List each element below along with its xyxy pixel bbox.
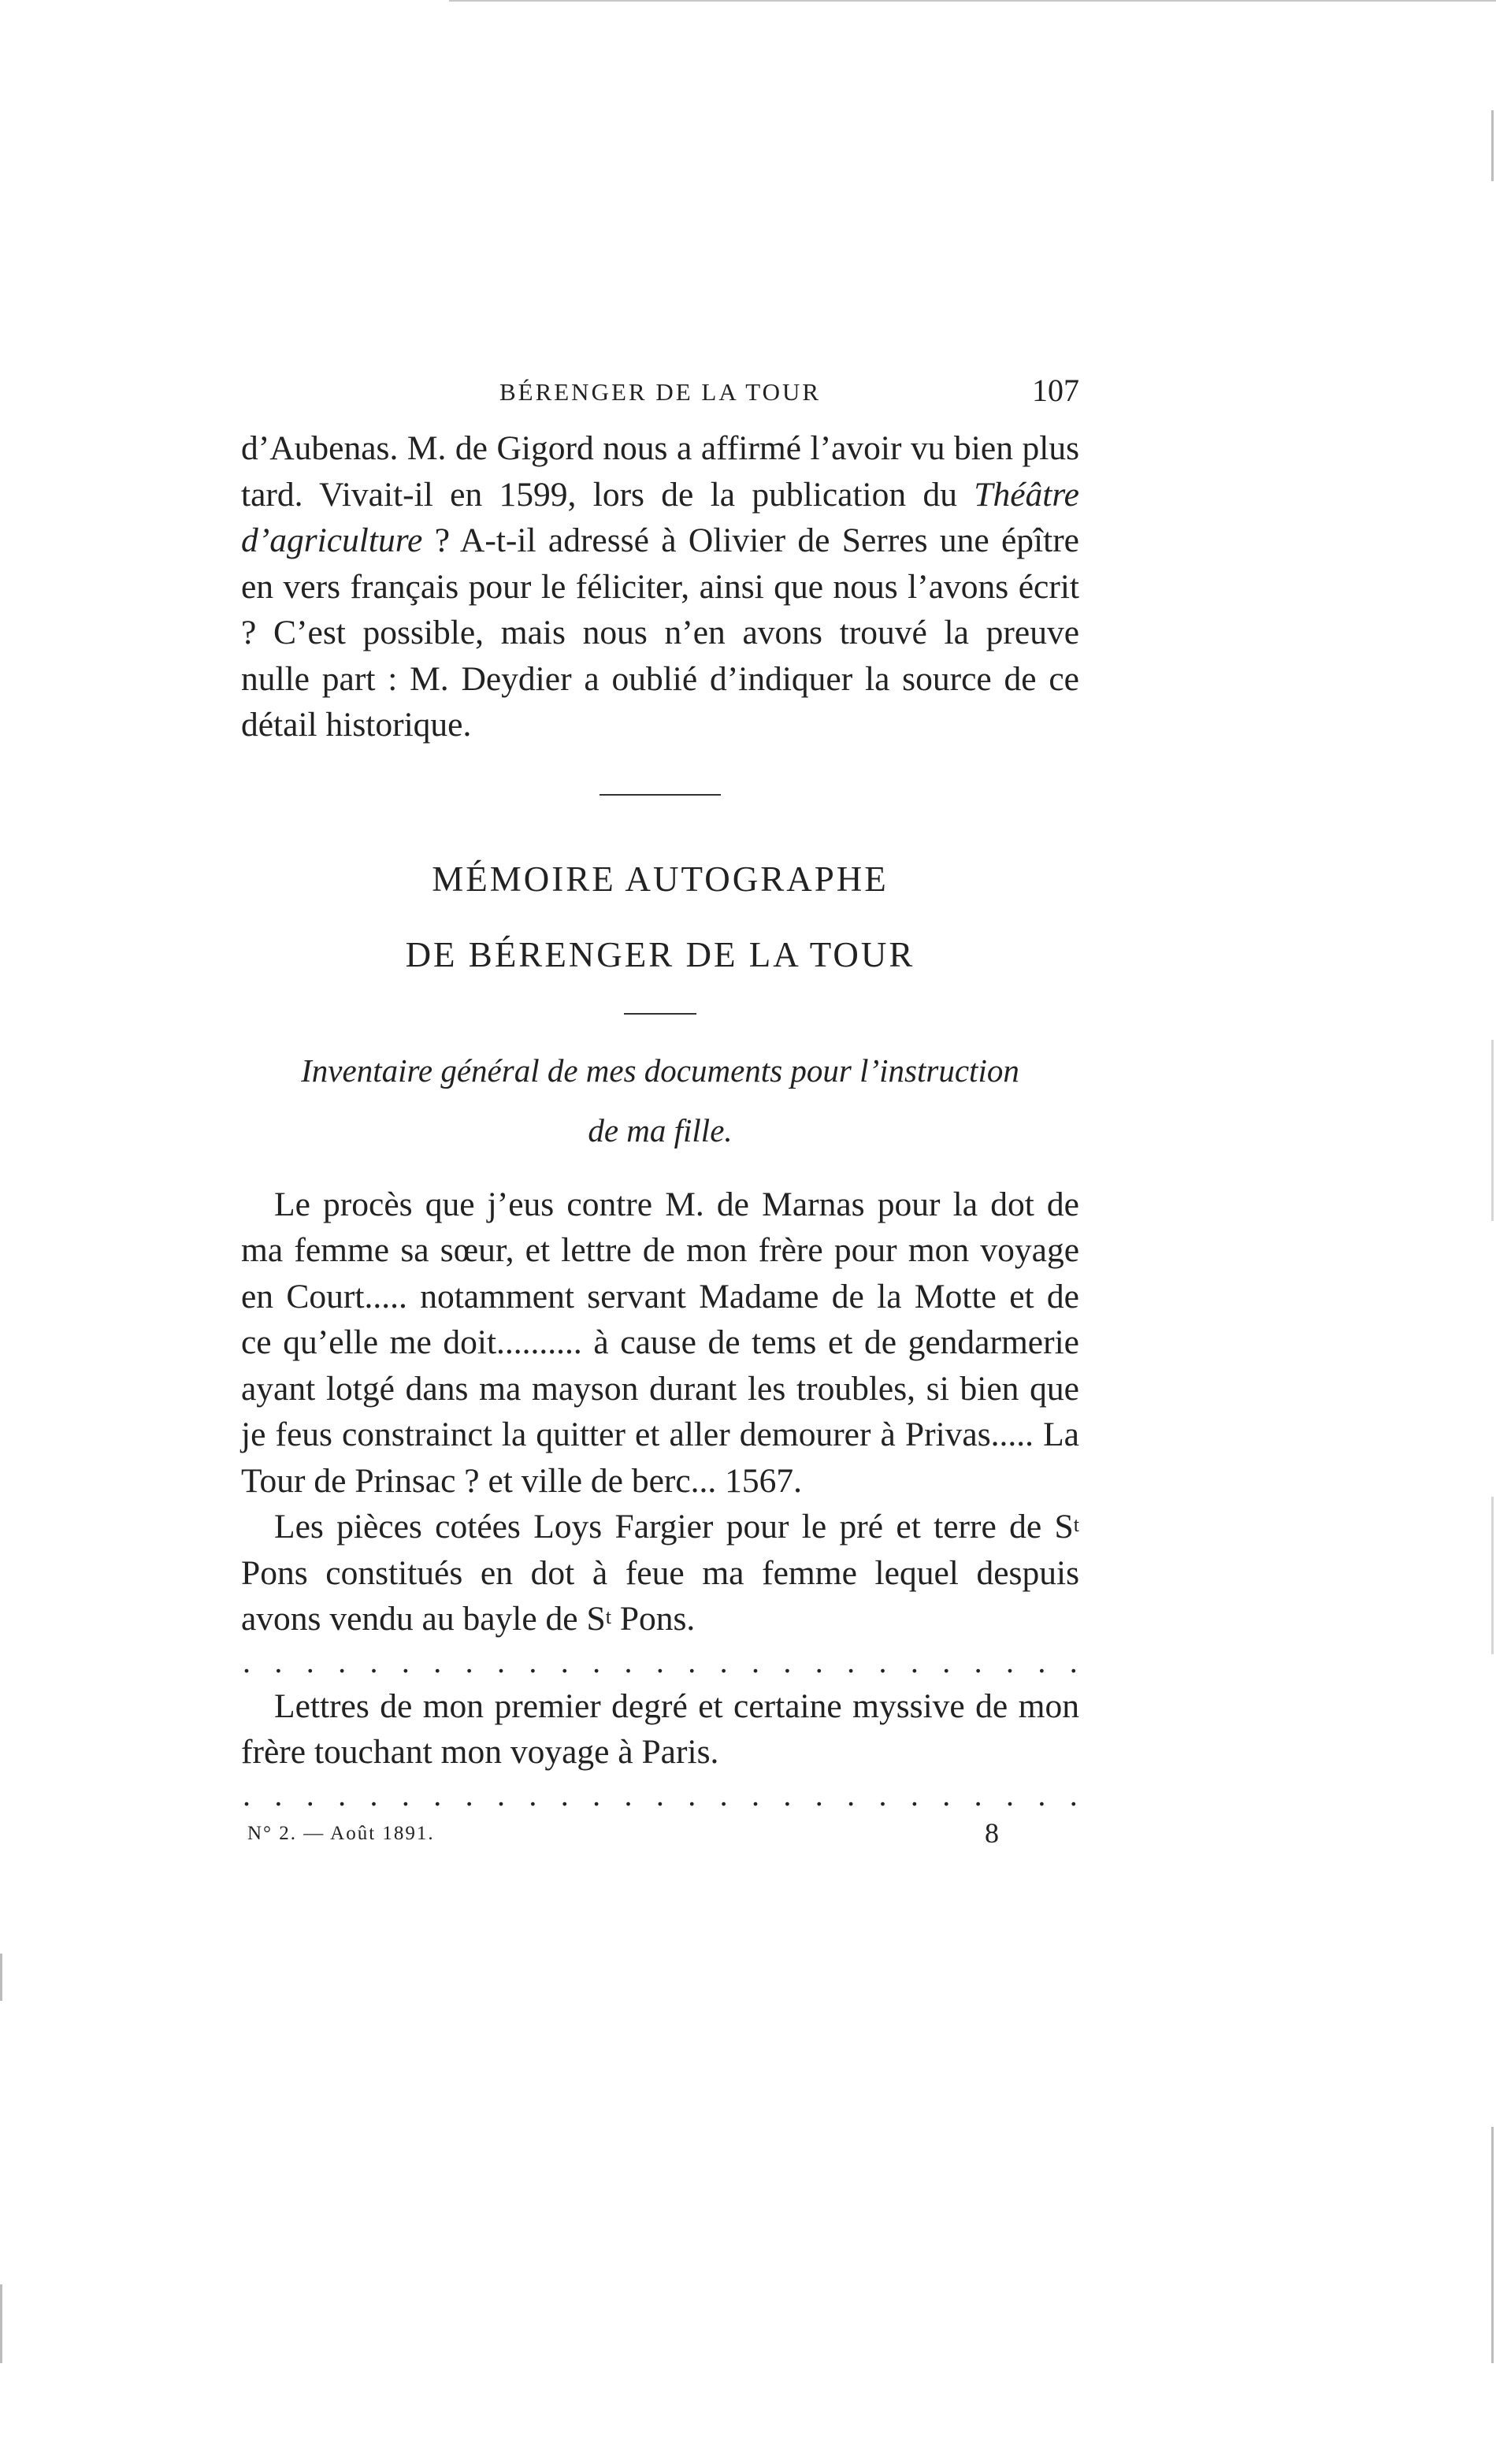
- ellipsis-dot: .: [369, 1776, 378, 1813]
- ellipsis-dot: .: [338, 1776, 347, 1813]
- ellipsis-dot: .: [1069, 1643, 1078, 1679]
- ellipsis-dot: .: [719, 1643, 728, 1679]
- ellipsis-dot: .: [1038, 1643, 1046, 1679]
- body-paragraph-2: [241, 1504, 1079, 1642]
- ellipsis-dot: .: [719, 1776, 728, 1813]
- ellipsis-dot: .: [783, 1643, 792, 1679]
- p2-superscript: t: [1073, 1513, 1079, 1536]
- ellipsis-dot: .: [529, 1643, 537, 1679]
- ellipsis-dot: .: [465, 1643, 473, 1679]
- ellipsis-dot: .: [688, 1643, 696, 1679]
- ellipsis-dot: .: [497, 1643, 505, 1679]
- page-footer: [241, 1815, 1079, 1862]
- book-page: [241, 370, 1079, 1862]
- ellipsis-dot: .: [910, 1643, 919, 1679]
- ellipsis-dot: .: [815, 1776, 823, 1813]
- section-title-line-2: DE BÉRENGER DE LA TOUR: [405, 934, 915, 974]
- ellipsis-dot: .: [274, 1776, 283, 1813]
- ellipsis-dot: .: [1038, 1776, 1046, 1813]
- ellipsis-dot: .: [243, 1643, 251, 1679]
- body-paragraph-1: Le procès que j’eus contre M. de Marnas pour la dot de ma femme sa sœur, et lettre de mon frère pour mon voyage en Court..... notamment servant Madame de la Motte et de ce qu’elle me doit.......... à cause de tems et de gendarmerie ayant lotgé dans ma mayson durant les troubles, si bien que je feus constrainct la quitter et aller demourer à Privas..... La Tour de Prinsac ? et ville de berc... 1567.: [241, 1185, 1079, 1500]
- ellipsis-dot: .: [847, 1643, 856, 1679]
- ellipsis-dot: .: [274, 1643, 283, 1679]
- ellipsis-dot: .: [624, 1643, 633, 1679]
- p2-superscript: t: [605, 1605, 611, 1628]
- ellipsis-dot: .: [1069, 1776, 1078, 1813]
- ellipsis-dot: .: [338, 1643, 347, 1679]
- ellipsis-dot: .: [752, 1643, 759, 1679]
- intro-text-1: d’Aubenas. M. de Gigord nous a affirmé l’avoir vu bien plus tard. Vivait-il en 1599, lors de la publication du: [241, 429, 1079, 514]
- section-divider: [600, 794, 721, 796]
- scan-edge-mark: [1491, 1497, 1494, 1654]
- ellipsis-row: [241, 1643, 1079, 1679]
- page-number: 107: [1032, 373, 1079, 408]
- subtitle-line-2: de ma fille.: [588, 1111, 733, 1149]
- ellipsis-dot: .: [243, 1776, 251, 1813]
- p2-text-a: Les pièces cotées Loys Fargier pour le pré et terre de S: [274, 1508, 1074, 1546]
- scan-edge-mark: [0, 1954, 2, 2001]
- signature-mark: N° 2. — Août 1891.: [247, 1822, 435, 1844]
- ellipsis-dot: .: [815, 1643, 823, 1679]
- ellipsis-dot: .: [878, 1643, 887, 1679]
- ellipsis-dot: .: [942, 1776, 951, 1813]
- ellipsis-dot: .: [306, 1643, 314, 1679]
- ellipsis-dot: .: [560, 1643, 569, 1679]
- title-divider: [624, 1013, 696, 1015]
- p2-text-b: Pons constitués en dot à feue ma femme lequel despuis avons vendu au bayle de S: [241, 1553, 1079, 1638]
- ellipsis-dot: .: [783, 1776, 792, 1813]
- running-head: [241, 370, 1079, 425]
- running-head-title: BÉRENGER DE LA TOUR: [499, 378, 822, 406]
- ellipsis-dot: .: [655, 1776, 664, 1813]
- ellipsis-dot: .: [655, 1643, 664, 1679]
- ellipsis-dot: .: [306, 1776, 314, 1813]
- ellipsis-dot: .: [465, 1776, 473, 1813]
- ellipsis-dot: .: [688, 1776, 696, 1813]
- ellipsis-dot: .: [529, 1776, 537, 1813]
- ellipsis-row: [241, 1776, 1079, 1813]
- ellipsis-dot: .: [433, 1776, 442, 1813]
- scan-edge-mark: [1491, 2127, 1494, 2363]
- ellipsis-dot: .: [433, 1643, 442, 1679]
- ellipsis-dot: .: [401, 1643, 410, 1679]
- ellipsis-dot: .: [592, 1776, 601, 1813]
- ellipsis-dot: .: [497, 1776, 505, 1813]
- ellipsis-dot: .: [752, 1776, 759, 1813]
- ellipsis-dot: .: [974, 1776, 982, 1813]
- ellipsis-dot: .: [624, 1776, 633, 1813]
- ellipsis-dot: .: [401, 1776, 410, 1813]
- p2-text-c: Pons.: [611, 1600, 696, 1638]
- ellipsis-dot: .: [1006, 1776, 1014, 1813]
- scan-edge-mark: [1491, 1040, 1494, 1221]
- scan-edge-rule: [449, 0, 1496, 2]
- ellipsis-dot: .: [369, 1643, 378, 1679]
- ellipsis-dot: .: [910, 1776, 919, 1813]
- subtitle-line-1: Inventaire général de mes documents pour l’instruction: [301, 1052, 1019, 1089]
- ellipsis-dot: .: [847, 1776, 856, 1813]
- body-paragraph-3: Lettres de mon premier degré et certaine myssive de mon frère touchant mon voyage à Paris.: [241, 1687, 1079, 1771]
- intro-text-2: ? A-t-il adressé à Olivier de Serres une épître en vers français pour le féliciter, ainsi que nous l’avons écrit ? C’est possible, mais nous n’en avons trouvé la preuve nulle part : M. Deydier a oublié d’indiquer la source de ce détail historique.: [241, 521, 1079, 744]
- ellipsis-dot: .: [592, 1643, 601, 1679]
- scan-edge-mark: [1491, 110, 1494, 181]
- ellipsis-dot: .: [560, 1776, 569, 1813]
- ellipsis-dot: .: [878, 1776, 887, 1813]
- ellipsis-dot: .: [1006, 1643, 1014, 1679]
- scan-edge-mark: [0, 2284, 2, 2363]
- section-title-line-1: MÉMOIRE AUTOGRAPHE: [432, 859, 889, 899]
- intro-paragraph: [241, 425, 1079, 748]
- sheet-number: 8: [985, 1816, 1000, 1849]
- ellipsis-dot: .: [974, 1643, 982, 1679]
- ellipsis-dot: .: [942, 1643, 951, 1679]
- intro-italic-title: Théâtre d’agriculture: [241, 475, 1079, 559]
